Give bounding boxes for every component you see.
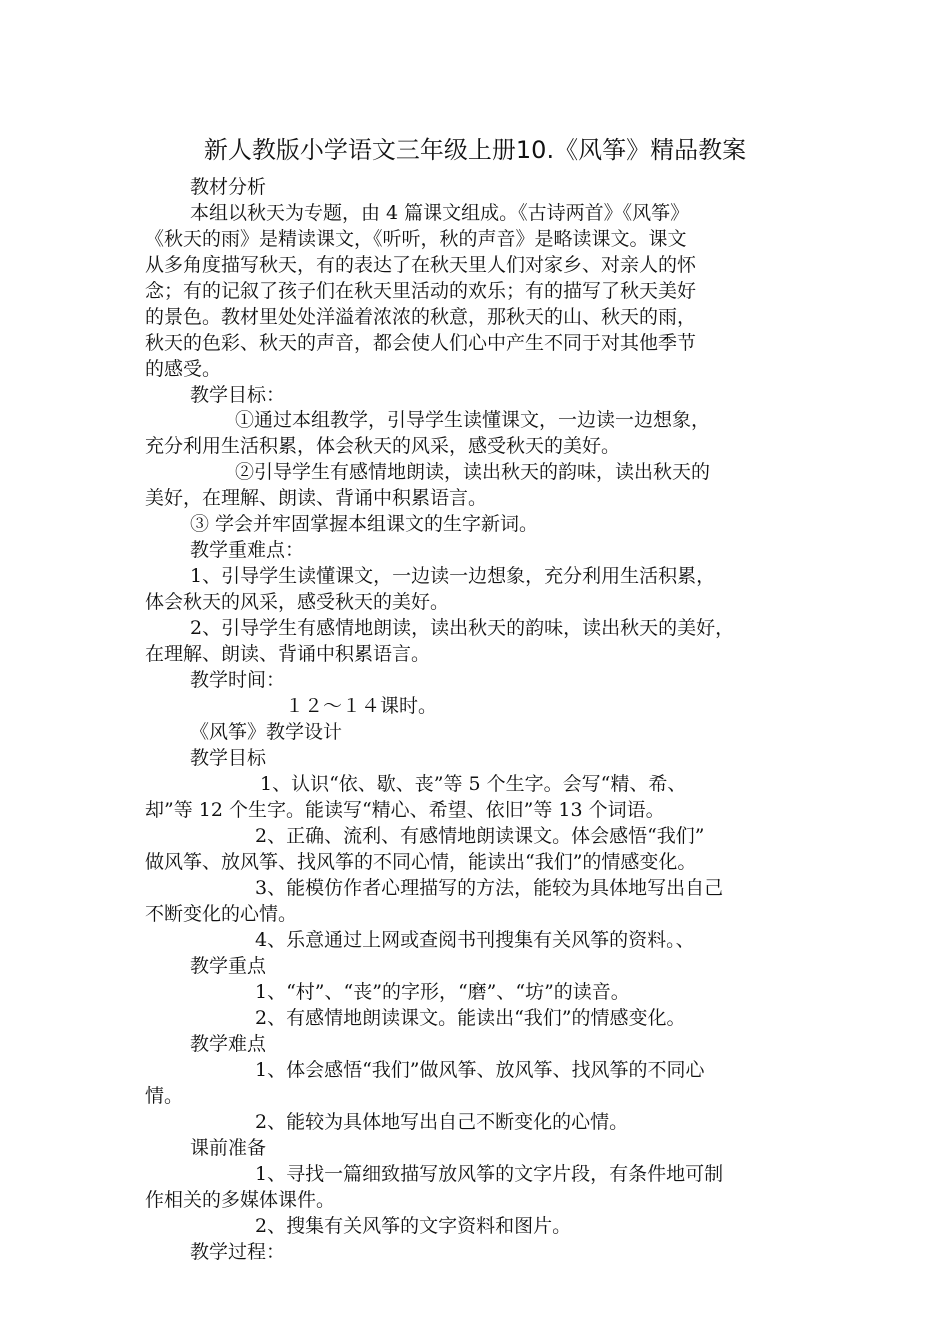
paragraph-line: ②引导学生有感情地朗读，读出秋天的韵味，读出秋天的	[235, 461, 711, 483]
paragraph-line: 《秋天的雨》是精读课文，《听听，秋的声音》是略读课文。课文	[145, 228, 687, 250]
section-heading: 教学难点	[190, 1033, 267, 1055]
paragraph-line: 3、能模仿作者心理描写的方法，能较为具体地写出自己	[255, 877, 724, 899]
paragraph-line: 2、有感情地朗读课文。能读出“我们”的情感变化。	[255, 1007, 686, 1029]
paragraph-line: 不断变化的心情。	[145, 903, 298, 925]
paragraph-line: 美好，在理解、朗读、背诵中积累语言。	[145, 487, 488, 509]
paragraph-line: ③ 学会并牢固掌握本组课文的生字新词。	[190, 513, 539, 535]
paragraph-line: 4、乐意通过上网或查阅书刊搜集有关风筝的资料。、	[255, 929, 695, 951]
paragraph-line: 情。	[145, 1085, 184, 1107]
paragraph-line: 1、认识“依、歇、丧”等 5 个生字。会写“精、希、	[260, 773, 687, 795]
paragraph-line: ①通过本组教学，引导学生读懂课文，一边读一边想象，	[235, 409, 711, 431]
section-heading: 教学目标	[190, 747, 267, 769]
paragraph-line: 1、“村”、“丧”的字形，“磨”、“坊”的读音。	[255, 981, 630, 1003]
section-heading: 教学时间：	[190, 669, 286, 691]
paragraph-line: 做风筝、放风筝、找风筝的不同心情，能读出“我们”的情感变化。	[145, 851, 697, 873]
paragraph-line: 秋天的色彩、秋天的声音，都会使人们心中产生不同于对其他季节	[145, 332, 697, 354]
section-heading: 教学重点	[190, 955, 267, 977]
section-heading: 课前准备	[190, 1137, 267, 1159]
paragraph-line: 在理解、朗读、背诵中积累语言。	[145, 643, 431, 665]
paragraph-line: 从多角度描写秋天，有的表达了在秋天里人们对家乡、对亲人的怀	[145, 254, 697, 276]
paragraph-line: 的感受。	[145, 358, 222, 380]
paragraph-line: 2、正确、流利、有感情地朗读课文。体会感悟“我们”	[255, 825, 705, 847]
paragraph-line: 作相关的多媒体课件。	[145, 1189, 336, 1211]
paragraph-line: 充分利用生活积累，体会秋天的风采，感受秋天的美好。	[145, 435, 621, 457]
paragraph-line: １２～１４课时。	[285, 695, 438, 717]
paragraph-line: 的景色。教材里处处洋溢着浓浓的秋意，那秋天的山、秋天的雨，	[145, 306, 697, 328]
paragraph-line: 体会秋天的风采，感受秋天的美好。	[145, 591, 450, 613]
paragraph-line: 2、能较为具体地写出自己不断变化的心情。	[255, 1111, 629, 1133]
paragraph-line: 1、引导学生读懂课文，一边读一边想象，充分利用生活积累，	[190, 565, 716, 587]
section-heading: 教材分析	[190, 176, 267, 198]
paragraph-line: 本组以秋天为专题，由 4 篇课文组成。《古诗两首》《风筝》	[190, 202, 690, 224]
paragraph-line: 2、搜集有关风筝的文字资料和图片。	[255, 1215, 572, 1237]
paragraph-line: 2、引导学生有感情地朗读，读出秋天的韵味，读出秋天的美好，	[190, 617, 735, 639]
section-heading: 《风筝》教学设计	[190, 721, 343, 743]
paragraph-line: 念；有的记叙了孩子们在秋天里活动的欢乐；有的描写了秋天美好	[145, 280, 697, 302]
section-heading: 教学目标：	[190, 384, 286, 406]
paragraph-line: 1、寻找一篇细致描写放风筝的文字片段，有条件地可制	[255, 1163, 724, 1185]
section-heading: 教学重难点：	[190, 539, 305, 561]
paragraph-line: 却”等 12 个生字。能读写“精心、希望、依旧”等 13 个词语。	[145, 799, 665, 821]
section-heading: 教学过程：	[190, 1241, 286, 1263]
paragraph-line: 1、体会感悟“我们”做风筝、放风筝、找风筝的不同心	[255, 1059, 705, 1081]
document-title: 新人教版小学语文三年级上册10.《风筝》精品教案	[203, 136, 747, 164]
